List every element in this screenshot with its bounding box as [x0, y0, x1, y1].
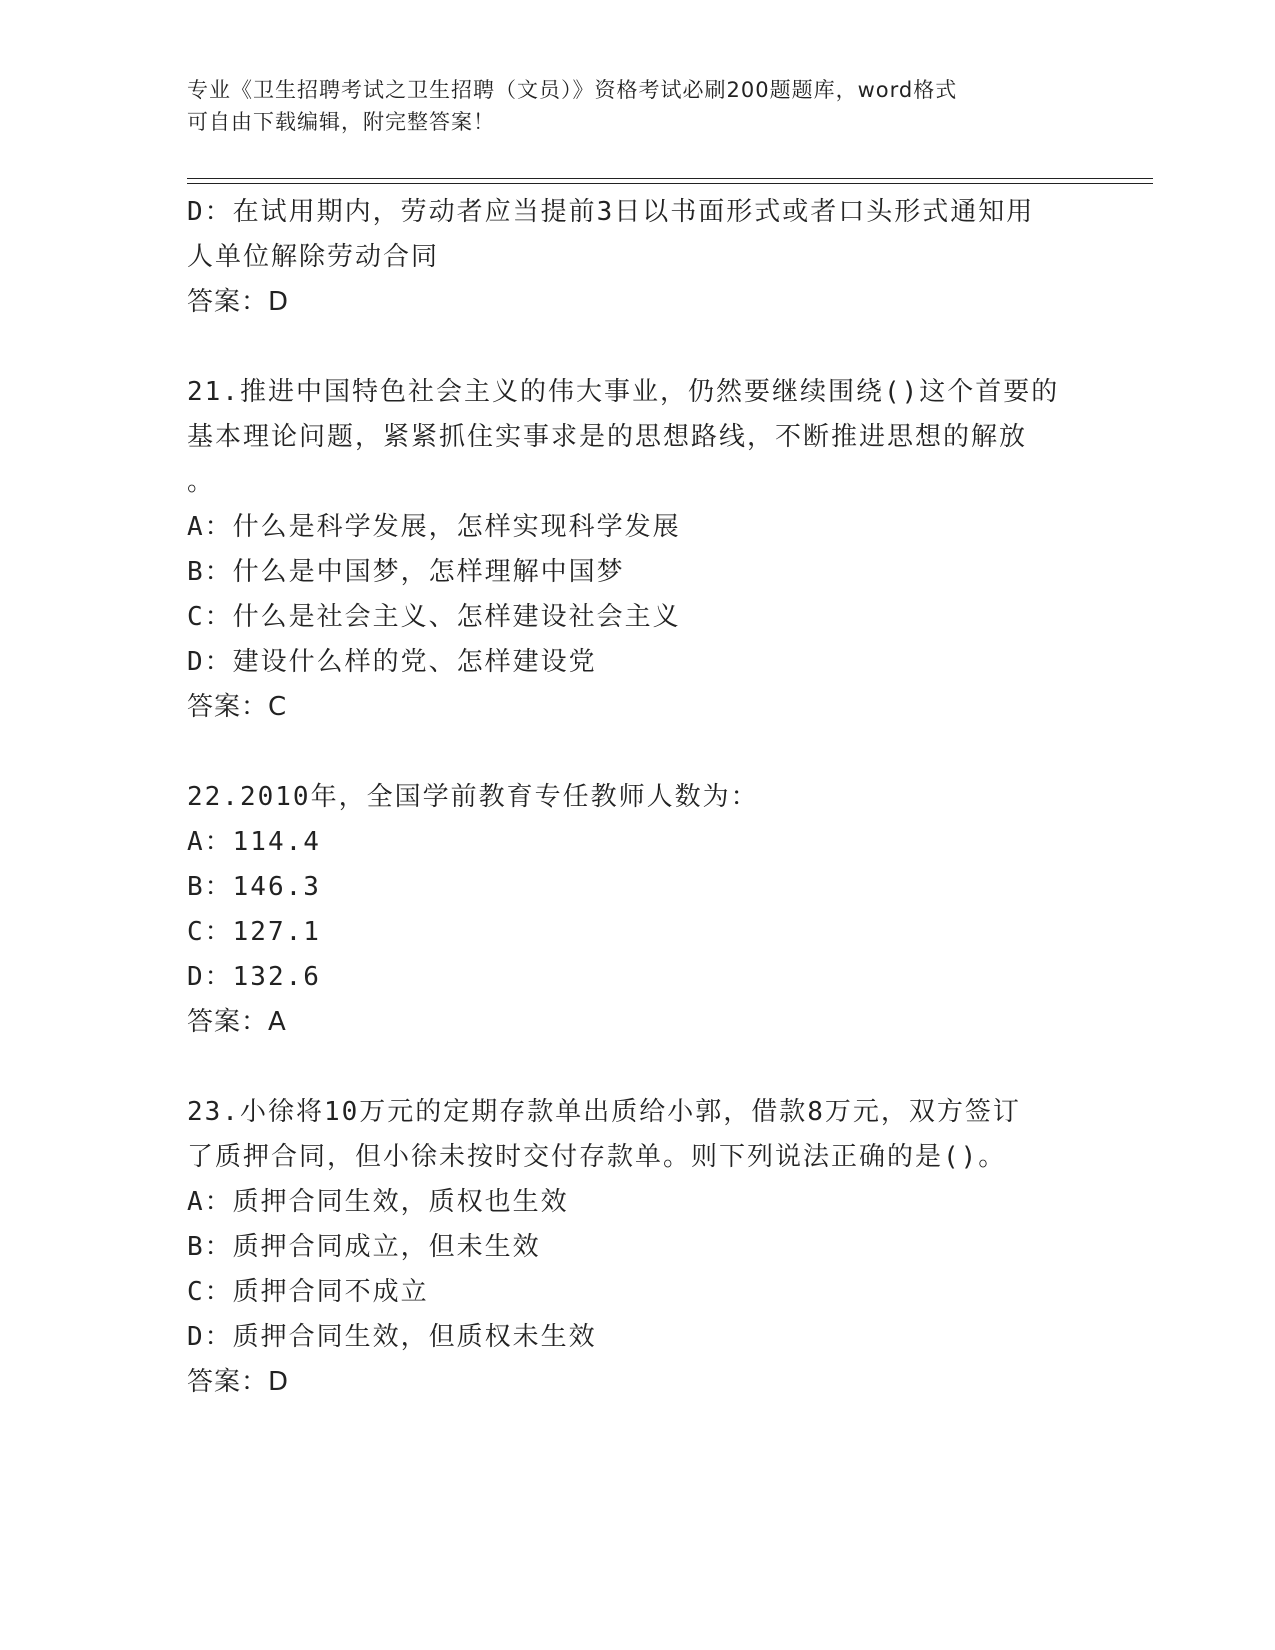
question-text-continued: 基本理论问题，紧紧抓住实事求是的思想路线，不断推进思想的解放 [187, 422, 1028, 452]
option-d-continued: 人单位解除劳动合同 [187, 242, 440, 272]
option-c: C：什么是社会主义、怎样建设社会主义 [187, 602, 681, 632]
option-c: C：质押合同不成立 [187, 1277, 429, 1307]
answer: 答案：A [187, 1007, 287, 1037]
question-text: 22.2010年，全国学前教育专任教师人数为： [187, 782, 759, 812]
header-divider-bottom [187, 183, 1153, 184]
option-d: D：建设什么样的党、怎样建设党 [187, 647, 597, 677]
header-title-line-2: 可自由下载编辑，附完整答案！ [187, 110, 495, 134]
spacer [187, 730, 1087, 775]
header-divider-top [187, 178, 1153, 179]
option-a: A：114.4 [187, 827, 321, 857]
option-b: B：质押合同成立，但未生效 [187, 1232, 541, 1262]
question-text-continued: 。 [187, 467, 216, 497]
question-20-tail [187, 190, 1087, 325]
question-21 [187, 370, 1087, 730]
answer: 答案：D [187, 287, 290, 317]
option-b: B：146.3 [187, 872, 321, 902]
spacer [187, 325, 1087, 370]
option-a: A：什么是科学发展，怎样实现科学发展 [187, 512, 681, 542]
question-22 [187, 775, 1087, 1045]
option-c: C：127.1 [187, 917, 321, 947]
question-text: 21.推进中国特色社会主义的伟大事业，仍然要继续围绕()这个首要的 [187, 377, 1060, 407]
option-d: D：质押合同生效，但质权未生效 [187, 1322, 597, 1352]
option-d: D：132.6 [187, 962, 321, 992]
question-text-continued: 了质押合同，但小徐未按时交付存款单。则下列说法正确的是()。 [187, 1142, 1007, 1172]
answer: 答案：D [187, 1367, 290, 1397]
question-text: 23.小徐将10万元的定期存款单出质给小郭，借款8万元，双方签订 [187, 1097, 1021, 1127]
header-title-line-1: 专业《卫生招聘考试之卫生招聘（文员）》资格考试必刷200题题库，word格式 [187, 78, 958, 102]
option-d: D：在试用期内，劳动者应当提前3日以书面形式或者口头形式通知用 [187, 197, 1035, 227]
answer: 答案：C [187, 692, 288, 722]
option-b: B：什么是中国梦，怎样理解中国梦 [187, 557, 625, 587]
document-header [187, 74, 1087, 138]
question-23 [187, 1090, 1087, 1405]
document-body [187, 190, 1087, 1405]
spacer [187, 1045, 1087, 1090]
option-a: A：质押合同生效，质权也生效 [187, 1187, 569, 1217]
